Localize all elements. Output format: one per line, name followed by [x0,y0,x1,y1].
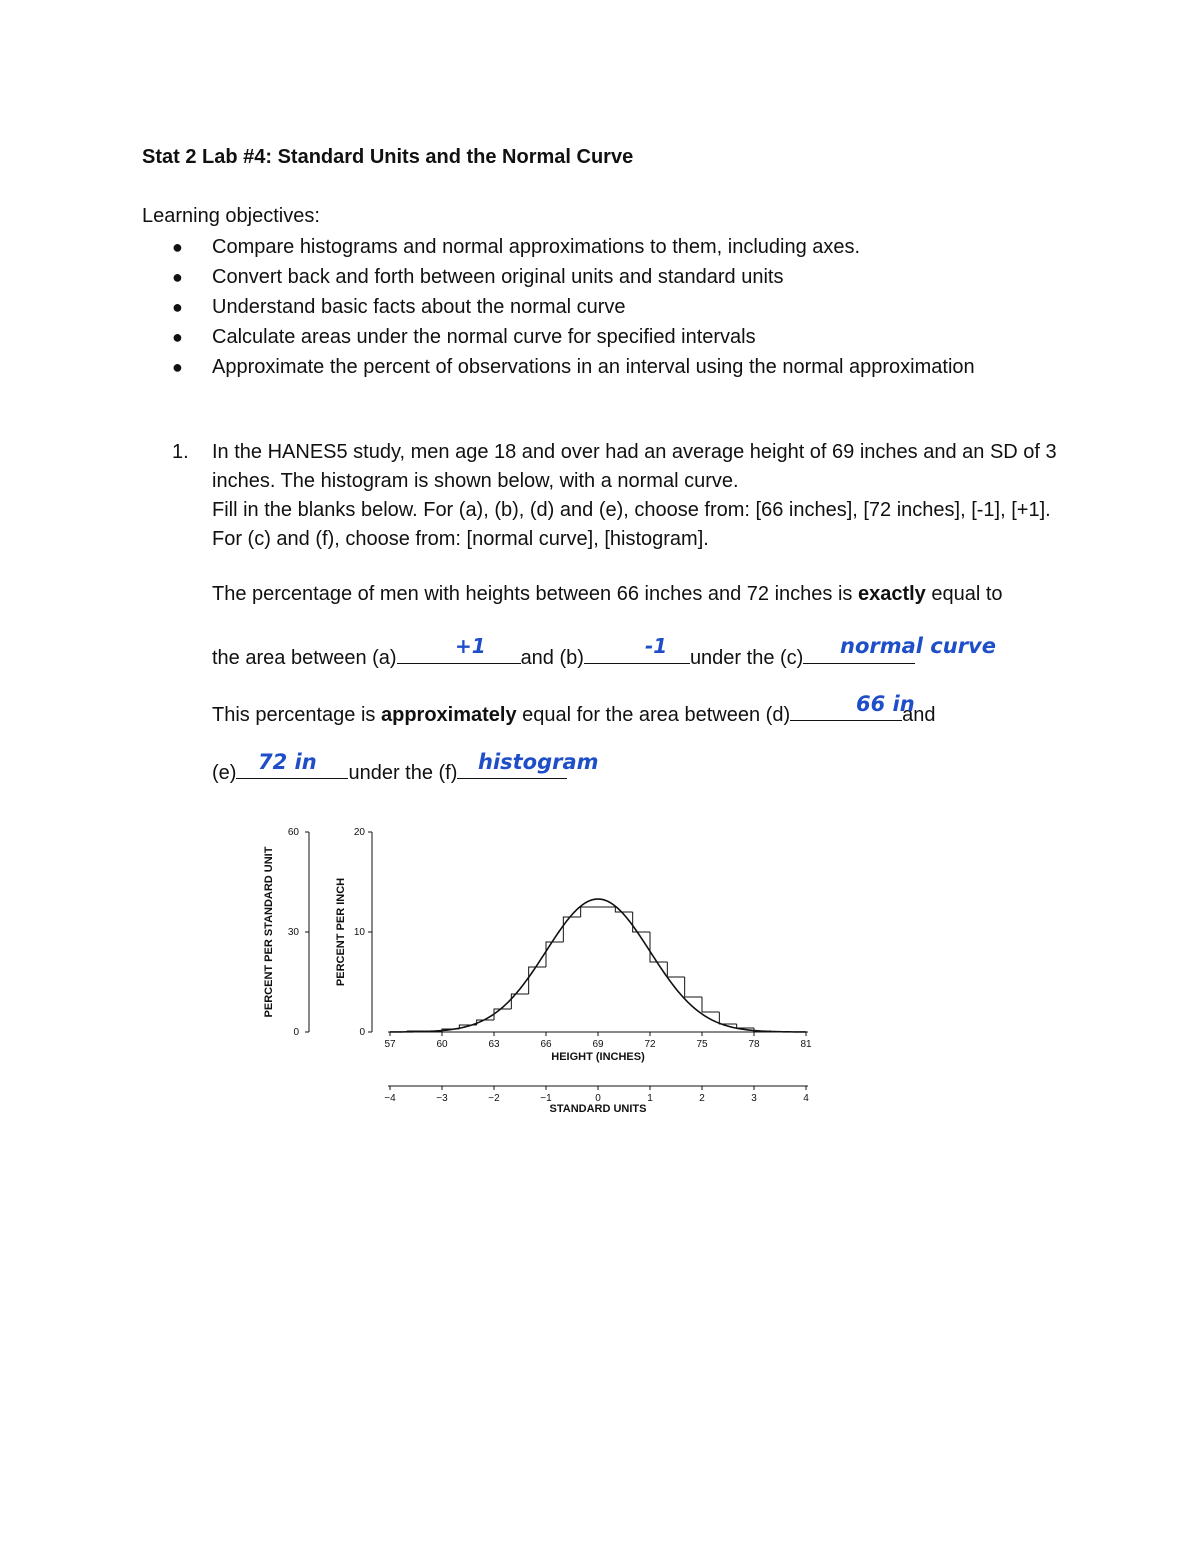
list-item: ● Approximate the percent of observations in an interval using the normal approximation [172,352,975,382]
y-tick-label: 0 [359,1027,365,1038]
blanks-line-ef: (e) under the (f) [212,756,567,785]
y2-axis-label: PERCENT PER STANDARD UNIT [263,846,275,1018]
bullet-icon: ● [172,267,183,287]
su-tick-label: −3 [436,1093,448,1104]
bullet-icon: ● [172,237,183,257]
y-axis-label: PERCENT PER INCH [335,877,347,987]
x-tick-label: 81 [800,1039,812,1050]
question-1 [172,438,1072,554]
su-ticks-group [384,1086,809,1104]
objectives-label: Learning objectives: [142,205,320,227]
exact-sentence: The percentage of men with heights between 66 inches and 72 inches is exactly equal to [212,583,1003,605]
y2-tick-label: 30 [287,927,299,938]
question-text-2: Fill in the blanks below. For (a), (b), (d) and (e), choose from: [66 inches], [72 inches], [-1], [+1]. For (c) and (f), choose from: [normal curve], [histogram]. [212,499,1051,550]
x-axis-label: HEIGHT (INCHES) [551,1051,645,1063]
histogram-bar [581,907,598,917]
histogram-bar [546,942,563,967]
x-ticks-group [384,1032,812,1050]
bullet-icon: ● [172,297,183,317]
su-tick-label: 1 [647,1093,653,1104]
bullet-icon: ● [172,327,183,347]
question-number: 1. [172,441,189,463]
histogram-bar [650,932,667,962]
answer-d: 66 in [856,692,915,716]
bullet-icon: ● [172,357,183,377]
histogram-bar [719,1012,736,1024]
histogram-bar [529,967,546,994]
histogram-bar [667,962,684,977]
blanks-line-d: This percentage is approximately equal for the area between (d) and [212,698,935,727]
histogram-bars [390,907,806,1032]
answer-b: -1 [645,634,668,658]
su-tick-label: 2 [699,1093,705,1104]
x-tick-label: 78 [748,1039,760,1050]
histogram-bar [494,1009,511,1020]
su-tick-label: −4 [384,1093,396,1104]
normal-curve [390,899,806,1032]
su-tick-label: −2 [488,1093,500,1104]
y-tick-label: 20 [353,827,365,838]
su-tick-label: 3 [751,1093,757,1104]
histogram-figure [250,820,830,1130]
list-item: ● Compare histograms and normal approximations to them, including axes. [172,232,975,262]
histogram-bar [702,997,719,1012]
y2-tick-label: 0 [293,1027,299,1038]
x-tick-label: 72 [644,1039,656,1050]
list-item: ● Convert back and forth between original units and standard units [172,262,975,292]
answer-f: histogram [478,750,599,774]
answer-c: normal curve [840,634,996,658]
question-text-1: In the HANES5 study, men age 18 and over had an average height of 69 inches and an SD of 3 inches. The histogram is shown below, with a normal curve. [212,441,1057,492]
page-title: Stat 2 Lab #4: Standard Units and the Normal Curve [142,146,634,168]
objectives-list [172,232,975,382]
list-item: ● Understand basic facts about the normal curve [172,292,975,322]
su-tick-label: 0 [595,1093,601,1104]
x-tick-label: 69 [592,1039,604,1050]
blank-b[interactable] [584,641,690,664]
x-tick-label: 66 [540,1039,552,1050]
su-tick-label: 4 [803,1093,809,1104]
x-tick-label: 57 [384,1039,396,1050]
histogram-bar [737,1024,754,1028]
y2-tick-label: 60 [287,827,299,838]
su-tick-label: −1 [540,1093,552,1104]
y-tick-label: 10 [353,927,365,938]
x-tick-label: 63 [488,1039,500,1050]
answer-a: +1 [455,634,486,658]
x-tick-label: 60 [436,1039,448,1050]
histogram-chart [250,820,830,1130]
histogram-bar [685,977,702,997]
blanks-line-abc: the area between (a) and (b) under the (c) [212,641,915,670]
answer-e: 72 in [258,750,317,774]
list-item: ● Calculate areas under the normal curve for specified intervals [172,322,975,352]
su-axis-label: STANDARD UNITS [549,1103,647,1115]
x-tick-label: 75 [696,1039,708,1050]
